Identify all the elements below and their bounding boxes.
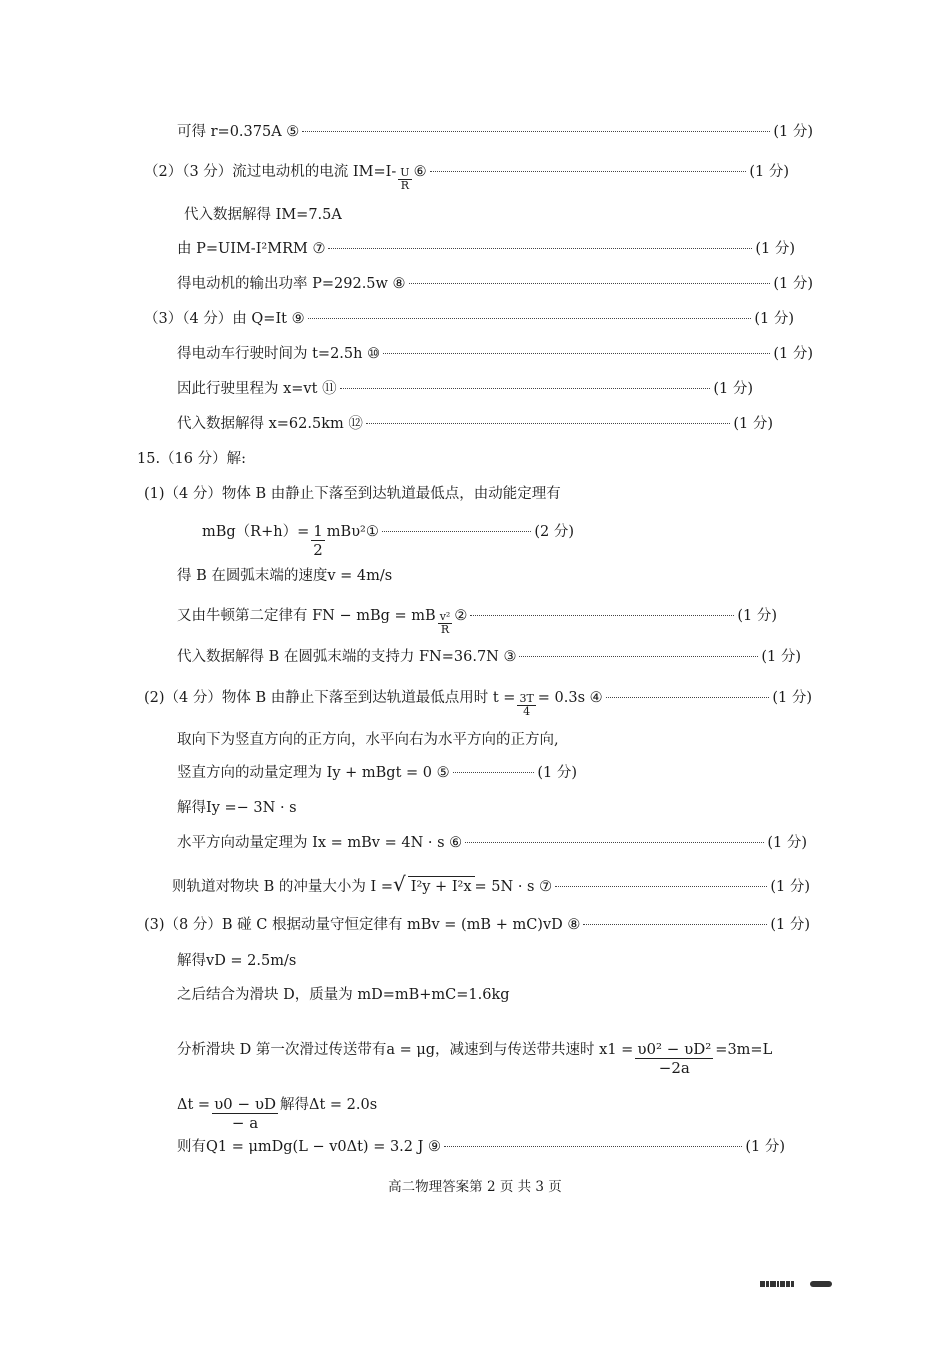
fraction-denominator: R xyxy=(400,179,410,192)
dot-leader xyxy=(606,697,770,698)
line-text: （3）（4 分）由 Q=It ⑨ xyxy=(144,311,305,327)
dot-leader xyxy=(382,531,532,532)
fraction-numerator: 3T xyxy=(519,692,534,705)
watermark-logo xyxy=(760,1281,840,1289)
fraction xyxy=(398,167,411,192)
dot-leader xyxy=(430,171,747,172)
score-label: (1 分) xyxy=(773,276,813,292)
score-label: (1 分) xyxy=(713,381,753,397)
dot-leader xyxy=(308,318,752,319)
line-text: Δt = xyxy=(177,1097,211,1113)
answer-line xyxy=(177,833,807,853)
fraction-denominator: 4 xyxy=(523,705,531,718)
score-label: (1 分) xyxy=(754,311,794,327)
score-label: (1 分) xyxy=(737,608,777,624)
question-heading: 15.（16 分）解: xyxy=(137,451,247,467)
fraction-numerator: 1 xyxy=(313,522,323,540)
dot-leader xyxy=(366,423,730,424)
score-label: (1 分) xyxy=(537,765,577,781)
line-text: 代入数据解得 IM=7.5A xyxy=(184,207,342,223)
page-footer: 高二物理答案第 2 页 共 3 页 xyxy=(388,1179,562,1195)
answer-line xyxy=(137,449,246,469)
score-label: (1 分) xyxy=(773,124,813,140)
answer-line xyxy=(177,379,753,399)
dot-leader xyxy=(453,772,535,773)
line-text: (2)（4 分）物体 B 由静止下落至到达轨道最低点用时 t = xyxy=(144,690,516,706)
answer-line xyxy=(144,484,561,504)
answer-line xyxy=(202,522,574,559)
score-label: (1 分) xyxy=(745,1139,785,1155)
answer-line xyxy=(177,985,510,1005)
fraction-numerator: υ0 − υD xyxy=(214,1095,276,1113)
score-label: (1 分) xyxy=(749,164,789,180)
answer-line xyxy=(177,798,297,818)
answer-line xyxy=(177,763,577,783)
answer-line xyxy=(177,1137,785,1157)
answer-line xyxy=(177,122,813,142)
dot-leader xyxy=(470,615,734,616)
line-text: 解得vD = 2.5m/s xyxy=(177,953,297,969)
answer-line xyxy=(144,915,810,935)
line-text: 代入数据解得 B 在圆弧末端的支持力 FN=36.7N ③ xyxy=(177,649,517,665)
line-text-tail: = 0.3s ④ xyxy=(537,690,603,706)
fraction-denominator: R xyxy=(440,623,450,636)
line-text: 竖直方向的动量定理为 Iy + mBgt = 0 ⑤ xyxy=(177,765,450,781)
line-text: (1)（4 分）物体 B 由静止下落至到达轨道最低点，由动能定理有 xyxy=(144,486,561,502)
line-text: 分析滑块 D 第一次滑过传送带有a = μg，减速到与传送带共速时 x1 = xyxy=(177,1042,634,1058)
dot-leader xyxy=(340,388,711,389)
line-text: （2）（3 分）流过电动机的电流 IM=I- xyxy=(144,164,397,180)
dot-leader xyxy=(519,656,758,657)
fraction-numerator: U xyxy=(400,166,410,179)
line-text: 解得Iy =− 3N · s xyxy=(177,800,297,816)
score-label: (1 分) xyxy=(772,690,812,706)
fraction xyxy=(517,693,535,718)
answer-line xyxy=(177,951,296,971)
score-label: (1 分) xyxy=(770,879,810,895)
line-text: 代入数据解得 x=62.5km ⑫ xyxy=(177,416,363,432)
line-text: 得电动机的输出功率 P=292.5w ⑧ xyxy=(177,276,406,292)
answer-line xyxy=(144,309,794,329)
score-label: (1 分) xyxy=(755,241,795,257)
fraction xyxy=(438,611,453,636)
dot-leader xyxy=(409,283,771,284)
score-label: (1 分) xyxy=(733,416,773,432)
answer-line xyxy=(184,205,342,225)
answer-line xyxy=(177,647,801,667)
line-text: 则轨道对物块 B 的冲量大小为 I = xyxy=(172,879,393,895)
score-label: (1 分) xyxy=(770,917,810,933)
fraction-denominator: −2a xyxy=(658,1059,690,1077)
answer-line xyxy=(177,414,773,434)
dot-leader xyxy=(444,1146,742,1147)
line-text: 又由牛顿第二定律有 FN − mBg = mB xyxy=(177,608,436,624)
answer-line xyxy=(177,606,777,636)
line-text-tail: =3m=L xyxy=(715,1042,773,1058)
line-text: 之后结合为滑块 D，质量为 mD=mB+mC=1.6kg xyxy=(177,987,510,1003)
line-text: 得 B 在圆弧末端的速度v = 4m/s xyxy=(177,568,393,584)
line-text: 水平方向动量定理为 Ix = mBv = 4N · s ⑥ xyxy=(177,835,463,851)
score-label: (1 分) xyxy=(773,346,813,362)
answer-line xyxy=(177,566,392,586)
answer-line xyxy=(172,874,810,897)
score-label: (1 分) xyxy=(761,649,801,665)
line-text-tail: mBυ²① xyxy=(326,524,379,540)
line-text: 可得 r=0.375A ⑤ xyxy=(177,124,300,140)
sqrt-radicand: I²y + I²x xyxy=(408,876,475,897)
line-text: 取向下为竖直方向的正方向，水平向右为水平方向的正方向, xyxy=(177,732,559,748)
sqrt-sign: √ xyxy=(392,872,406,896)
answer-line xyxy=(177,730,559,750)
dot-leader xyxy=(583,924,767,925)
dot-leader xyxy=(465,842,764,843)
line-text: (3)（8 分）B 碰 C 根据动量守恒定律有 mBv = (mB + mC)vD ⑧ xyxy=(144,917,581,933)
answer-line xyxy=(177,239,795,259)
fraction xyxy=(635,1040,713,1077)
answer-line xyxy=(177,1095,377,1132)
answer-line xyxy=(177,274,813,294)
line-text-tail: ⑥ xyxy=(413,164,427,180)
answer-line xyxy=(144,688,812,718)
fraction-numerator: v² xyxy=(439,610,451,623)
line-text-tail: 解得Δt = 2.0s xyxy=(279,1097,378,1113)
score-label: (2 分) xyxy=(534,524,574,540)
dot-leader xyxy=(555,886,767,887)
line-text: 则有Q1 = μmDg(L − v0Δt) = 3.2 J ⑨ xyxy=(177,1139,442,1155)
fraction-denominator: 2 xyxy=(313,541,323,559)
dot-leader xyxy=(328,248,752,249)
fraction-denominator: − a xyxy=(231,1114,259,1132)
line-text: mBg（R+h）= xyxy=(202,524,310,540)
fraction xyxy=(311,522,325,559)
answer-line xyxy=(177,344,813,364)
dot-leader xyxy=(383,353,770,354)
fraction xyxy=(212,1095,278,1132)
answer-line xyxy=(177,1040,772,1077)
fraction-numerator: υ0² − υD² xyxy=(637,1040,712,1058)
line-text-tail: ② xyxy=(454,608,468,624)
answer-line xyxy=(144,162,789,192)
score-label: (1 分) xyxy=(767,835,807,851)
dot-leader xyxy=(302,131,770,132)
line-text: 因此行驶里程为 x=vt ⑪ xyxy=(177,381,337,397)
line-text: 由 P=UIM-I²MRM ⑦ xyxy=(177,241,326,257)
line-text: 得电动车行驶时间为 t=2.5h ⑩ xyxy=(177,346,381,362)
line-text-tail: = 5N · s ⑦ xyxy=(474,879,553,895)
